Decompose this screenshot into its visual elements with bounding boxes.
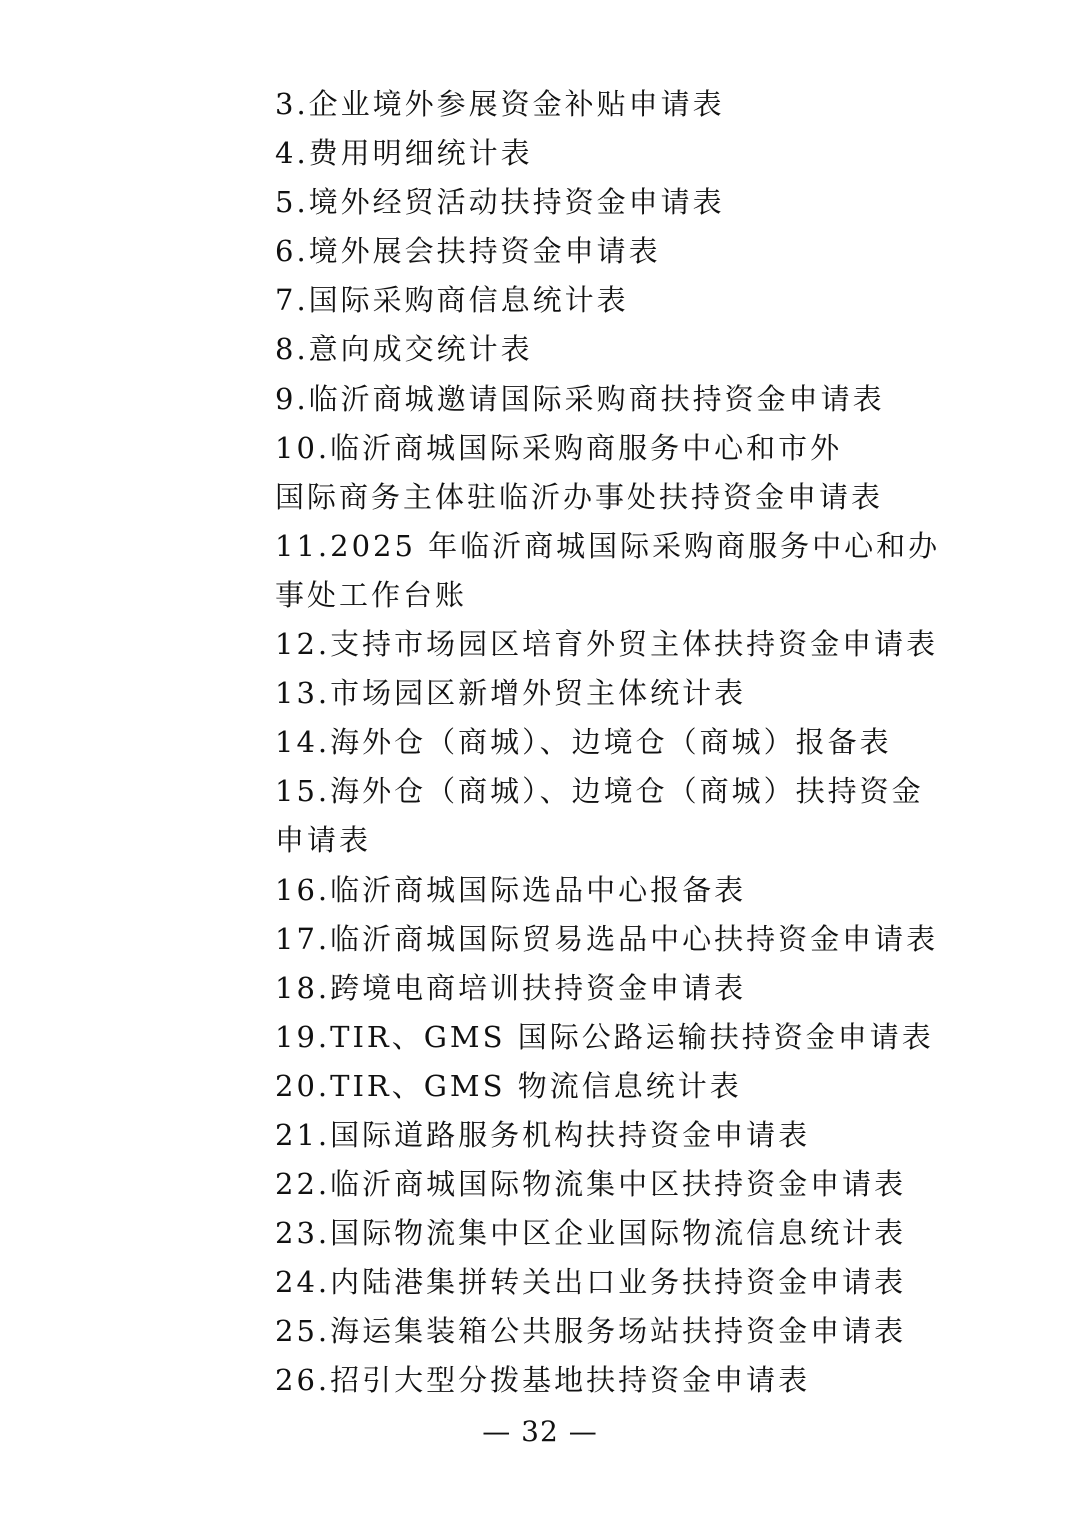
list-item: 国际商务主体驻临沂办事处扶持资金申请表 — [275, 479, 884, 514]
list-item: 16.临沂商城国际选品中心报备表 — [275, 872, 747, 907]
list-item: 9.临沂商城邀请国际采购商扶持资金申请表 — [275, 381, 885, 416]
list-item: 8.意向成交统计表 — [275, 332, 533, 367]
list-item: 22.临沂商城国际物流集中区扶持资金申请表 — [275, 1167, 907, 1202]
list-item: 21.国际道路服务机构扶持资金申请表 — [275, 1117, 811, 1152]
list-item: 3.企业境外参展资金补贴申请表 — [275, 87, 725, 121]
list-item: 19.TIR、GMS 国际公路运输扶持资金申请表 — [275, 1019, 934, 1054]
list-item: 23.国际物流集中区企业国际物流信息统计表 — [275, 1216, 907, 1251]
list-item: 24.内陆港集拼转关出口业务扶持资金申请表 — [275, 1265, 907, 1300]
list-item: 15.海外仓（商城）、边境仓（商城）扶持资金 — [275, 774, 924, 809]
attachment-list — [275, 80, 975, 1406]
list-item: 10.临沂商城国际采购商服务中心和市外 — [275, 430, 843, 465]
list-item: 13.市场园区新增外贸主体统计表 — [275, 676, 747, 711]
list-item: 20.TIR、GMS 物流信息统计表 — [275, 1068, 742, 1103]
list-item: 25.海运集装箱公共服务场站扶持资金申请表 — [275, 1314, 907, 1349]
list-item: 17.临沂商城国际贸易选品中心扶持资金申请表 — [275, 921, 939, 956]
list-item: 事处工作台账 — [275, 577, 468, 612]
list-item: 26.招引大型分拨基地扶持资金申请表 — [275, 1363, 811, 1398]
list-item: 12.支持市场园区培育外贸主体扶持资金申请表 — [275, 627, 939, 662]
list-item: 申请表 — [275, 823, 372, 858]
list-item: 7.国际采购商信息统计表 — [275, 283, 629, 318]
list-item: 18.跨境电商培训扶持资金申请表 — [275, 970, 747, 1005]
list-item: 11.2025 年临沂商城国际采购商服务中心和办 — [275, 528, 941, 563]
list-item: 14.海外仓（商城）、边境仓（商城）报备表 — [275, 725, 892, 760]
list-item: 6.境外展会扶持资金申请表 — [275, 234, 661, 269]
list-item: 4.费用明细统计表 — [275, 136, 533, 171]
list-item: 5.境外经贸活动扶持资金申请表 — [275, 185, 725, 220]
page-number: — 32 — — [482, 1415, 598, 1448]
